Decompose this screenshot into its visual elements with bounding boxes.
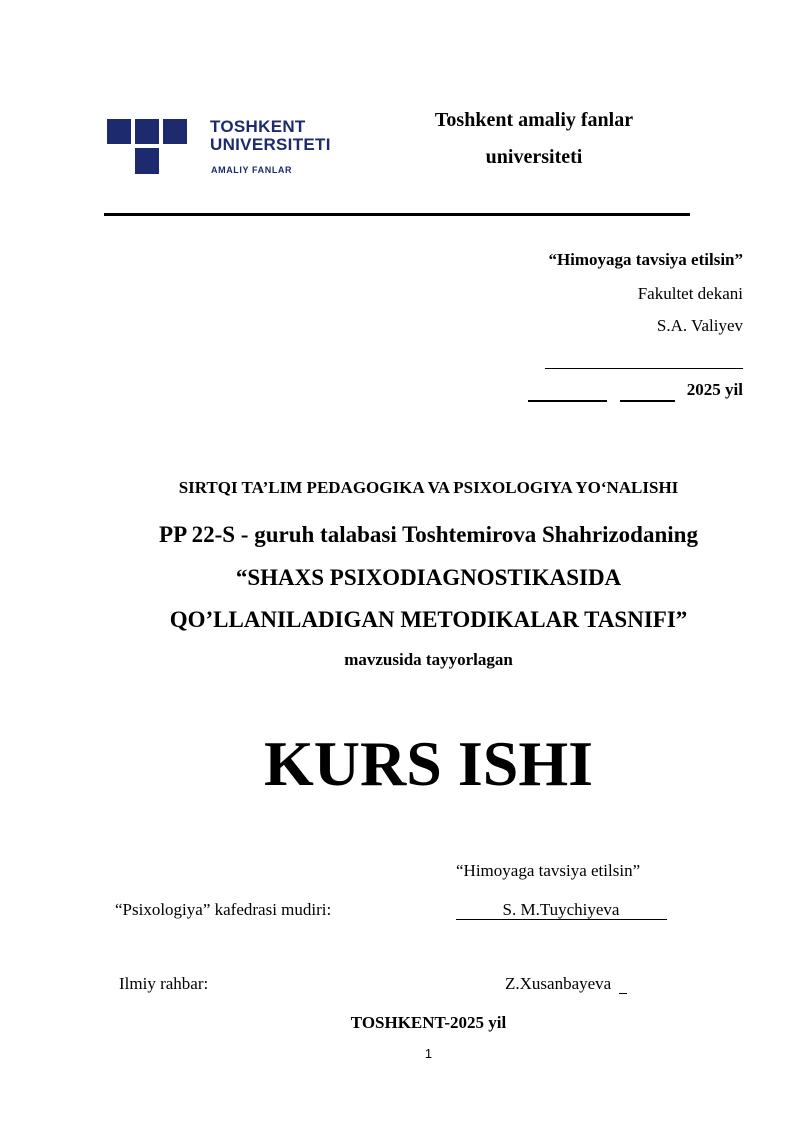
prepared-note: mavzusida tayyorlagan <box>344 650 513 669</box>
study-direction: SIRTQI TA’LIM PEDAGOGIKA VA PSIXOLOGIYA YO‘NALISHI <box>178 478 679 497</box>
approval-name: S.A. Valiyev <box>656 316 743 335</box>
topic-line-2: QO’LLANILADIGAN METODIKALAR TASNIFI” <box>169 607 688 632</box>
university-title-line-1: Toshkent amaliy fanlar <box>434 109 634 131</box>
university-title-line-2: universiteti <box>485 146 583 168</box>
logo-line-2: UNIVERSITETI <box>210 135 331 154</box>
approval-position: Fakultet dekani <box>637 284 743 303</box>
logo-text <box>210 118 331 154</box>
logo-subtext: AMALIY FANLAR <box>211 165 293 175</box>
page-number: 1 <box>424 1046 433 1061</box>
topic-line-1: “SHAXS PSIXODIAGNOSTIKASIDA <box>235 565 622 590</box>
signature-recommendation: “Himoyaga tavsiya etilsin” <box>456 861 641 880</box>
approval-signature-line <box>545 368 743 369</box>
advisor-label: Ilmiy rahbar: <box>119 974 209 993</box>
advisor-signature-line <box>619 993 627 994</box>
work-type-title: KURS ISHI <box>264 728 593 799</box>
logo-line-1: TOSHKENT <box>210 117 306 136</box>
header-divider <box>104 213 690 216</box>
city-year: TOSHKENT-2025 yil <box>350 1013 507 1032</box>
approval-month-line <box>620 400 675 402</box>
university-logo-mark <box>107 119 187 175</box>
approval-day-line <box>528 400 607 402</box>
department-head-name: S. M.Tuychiyeva <box>502 900 620 919</box>
department-head-signature-line <box>456 919 667 920</box>
advisor-name: Z.Xusanbayeva <box>505 974 612 993</box>
approval-year: 2025 yil <box>686 380 743 399</box>
approval-recommendation: “Himoyaga tavsiya etilsin” <box>548 250 743 269</box>
student-line: PP 22-S - guruh talabasi Toshtemirova Shahrizodaning <box>159 522 698 547</box>
department-head-label: “Psixologiya” kafedrasi mudiri: <box>115 900 332 919</box>
